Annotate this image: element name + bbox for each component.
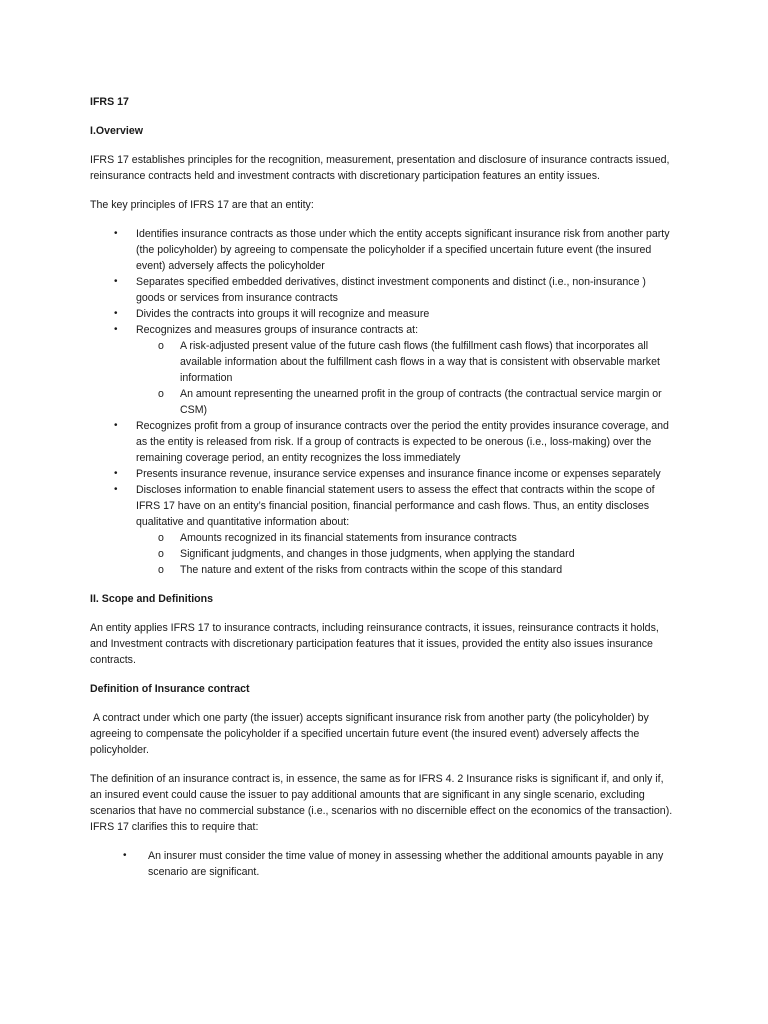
overview-paragraph: IFRS 17 establishes principles for the recognition, measurement, presentation and disclosure of insurance contracts issued, reinsurance contracts held and investment contracts with discretionary participation features an entity issues.	[90, 154, 670, 182]
bullet-icon: •	[114, 276, 118, 287]
sublist-item	[136, 386, 676, 418]
bullet-icon: •	[114, 420, 118, 431]
list-item-text: Recognizes and measures groups of insurance contracts at:	[136, 324, 419, 336]
bullet-icon: •	[114, 468, 118, 479]
sublist-item-text: Amounts recognized in its financial statements from insurance contracts	[180, 532, 517, 544]
sublist-item	[136, 338, 676, 386]
document-title: IFRS 17	[90, 96, 129, 108]
measurement-sublist	[136, 338, 676, 418]
sub-bullet-icon: o	[158, 548, 164, 560]
definition-paragraph: A contract under which one party (the issuer) accepts significant insurance risk from another party (the policyholder) by agreeing to compensate the policyholder if a specified uncertain future event (the insured event) adversely affects the policyholder.	[90, 712, 649, 756]
sub-bullet-icon: o	[158, 340, 164, 352]
bullet-icon: •	[114, 308, 118, 319]
sub-bullet-icon: o	[158, 532, 164, 544]
key-principles-list	[90, 226, 676, 578]
sublist-item-text: The nature and extent of the risks from contracts within the scope of this standard	[180, 564, 563, 576]
list-item-text: An insurer must consider the time value of money in assessing whether the additional amounts payable in any scenario are significant.	[148, 850, 664, 878]
bullet-icon: •	[123, 850, 127, 861]
bullet-icon: •	[114, 324, 118, 335]
sublist-item	[136, 546, 676, 562]
list-item	[90, 418, 676, 466]
sublist-item-text: Significant judgments, and changes in those judgments, when applying the standard	[180, 548, 575, 560]
list-item-text: Presents insurance revenue, insurance service expenses and insurance finance income or expenses separately	[136, 468, 661, 480]
bullet-icon: •	[114, 228, 118, 239]
overview-heading: I.Overview	[90, 125, 143, 137]
list-item-text: Recognizes profit from a group of insurance contracts over the period the entity provides insurance coverage, and as the entity is released from risk. If a group of contracts is expected to be onerous (i.e., loss-making) over the remaining coverage period, an entity recognizes the loss immediately	[136, 420, 669, 464]
list-item-text: Discloses information to enable financial statement users to assess the effect that contracts within the scope of IFRS 17 have on an entity’s financial position, financial performance and cash flows. Thus, an entity discloses qualitative and quantitative information about:	[136, 484, 655, 528]
list-item	[90, 848, 676, 880]
list-item	[90, 466, 676, 482]
bullet-icon: •	[114, 484, 118, 495]
sublist-item	[136, 562, 676, 578]
sub-bullet-icon: o	[158, 388, 164, 400]
list-item	[90, 482, 676, 578]
scope-heading: II. Scope and Definitions	[90, 593, 214, 605]
list-item-text: Identifies insurance contracts as those under which the entity accepts significant insurance risk from another party (the policyholder) by agreeing to compensate the policyholder if a specified uncertain future event (the insured event) adversely affects the policyholder	[136, 228, 670, 272]
disclosure-sublist	[136, 530, 676, 578]
sublist-item-text: A risk-adjusted present value of the future cash flows (the fulfillment cash flows) that incorporates all available information about the fulfillment cash flows in a way that is consistent with observable market information	[180, 340, 660, 384]
sub-bullet-icon: o	[158, 564, 164, 576]
list-item-text: Divides the contracts into groups it will recognize and measure	[136, 308, 430, 320]
list-item-text: Separates specified embedded derivatives, distinct investment components and distinct (i.e., non-insurance ) goods or services from insurance contracts	[136, 276, 646, 304]
sublist-item-text: An amount representing the unearned profit in the group of contracts (the contractual service margin or CSM)	[180, 388, 662, 416]
key-principles-intro: The key principles of IFRS 17 are that an entity:	[90, 199, 314, 211]
clarification-list	[90, 848, 676, 880]
list-item	[90, 226, 676, 274]
list-item	[90, 322, 676, 418]
list-item	[90, 306, 676, 322]
sublist-item	[136, 530, 676, 546]
scope-paragraph: An entity applies IFRS 17 to insurance contracts, including reinsurance contracts, it issues, reinsurance contracts it holds, and Investment contracts with discretionary participation features that it issues, provided the entity also issues insurance contracts.	[90, 622, 659, 666]
list-item	[90, 274, 676, 306]
definition-comparison-paragraph: The definition of an insurance contract is, in essence, the same as for IFRS 4. 2 Insurance risks is significant if, and only if, an insured event could cause the issuer to pay additional amounts that are significant in any single scenario, excluding scenarios that have no commercial substance (i.e., scenarios with no discernible effect on the economics of the transaction). IFRS 17 clarifies this to require that:	[90, 773, 673, 833]
definition-heading: Definition of Insurance contract	[90, 683, 250, 695]
